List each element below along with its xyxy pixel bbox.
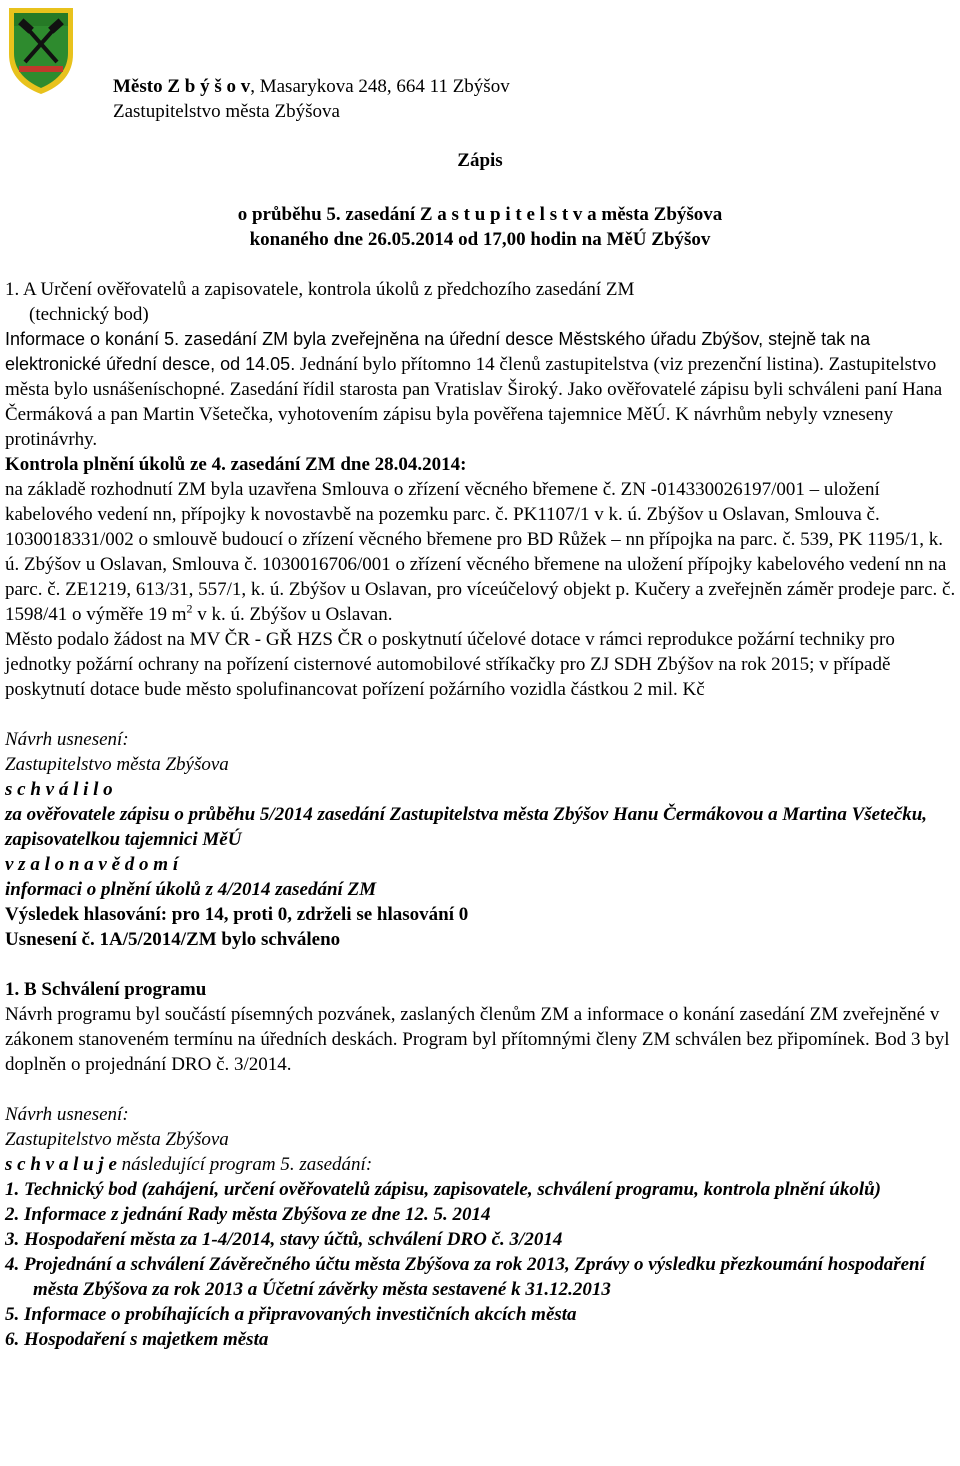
resolution-result: Usnesení č. 1A/5/2014/ZM bylo schváleno [5, 929, 341, 950]
document-subtitle: o průběhu 5. zasedání Z a s t u p i t e l s t v a města Zbýšova konaného dne 26.05.2014 od 17,00 hodin na MěÚ Zbýšov [237, 204, 723, 250]
section-1b-heading: 1. B Schválení programu [5, 979, 207, 1000]
proposal-label: Návrh usnesení: [5, 1104, 129, 1125]
document-body [5, 277, 960, 1352]
approves-program: s c h v a l u j e následující program 5. zasedání: [5, 1154, 373, 1175]
program-item-5: 5. Informace o probíhajících a připravovaných investičních akcích města [5, 1304, 577, 1325]
proposal-label: Návrh usnesení: [5, 729, 129, 750]
control-heading: Kontrola plnění úkolů ze 4. zasedání ZM dne 28.04.2014: [5, 454, 467, 475]
program-item-1: 1. Technický bod (zahájení, určení ověřovatelů zápisu, zapisovatele, schválení programu, kontrola plnění úkolů) [5, 1179, 881, 1200]
program-item-3: 3. Hospodaření města za 1-4/2014, stavy účtů, schválení DRO č. 3/2014 [5, 1229, 563, 1250]
council-name: Zastupitelstvo města Zbýšova [113, 101, 340, 122]
city-name: Město Z b ý š o v [113, 76, 251, 97]
vote-result: Výsledek hlasování: pro 14, proti 0, zdrželi se hlasování 0 [5, 904, 469, 925]
city-address: , Masarykova 248, 664 11 Zbýšov [250, 76, 510, 97]
section-1a-heading: 1. A Určení ověřovatelů a zapisovatele, kontrola úkolů z předchozího zasedání ZM [5, 279, 635, 300]
council-label: Zastupitelstvo města Zbýšova [5, 754, 229, 775]
notes-label: v z a l o n a v ě d o m í [5, 854, 179, 875]
program-item-6: 6. Hospodaření s majetkem města [5, 1329, 269, 1350]
section-1b-paragraph: Návrh programu byl součástí písemných pozvánek, zaslaných členům ZM a informace o konání zasedání ZM zveřejněné v zákonem stanoveném termínu na úředních deskách. Program byl přítomnými členy ZM schválen bez připomínek. Bod 3 byl doplněn o projednání DRO č. 3/2014. [5, 1004, 950, 1075]
document-title: Zápis [457, 150, 503, 171]
control-paragraph: na základě rozhodnutí ZM byla uzavřena Smlouva o zřízení věcného břemene č. ZN -014330026197/001 – uložení kabelového vedení nn, přípojky k novostavbě na pozemku parc. č. PK1107/1 v k. ú. Zbýšov u Oslavan, Smlouva č. 1030018331/002 o smlouvě budoucí o zřízení věcného břemene pro BD Růžek – nn přípojka na parc. č. 539, PK 1195/1, k. ú. Zbýšov u Oslavan, Smlouva č. 1030016706/001 o zřízení věcného břemene na uložení přípojky kabelového vedení nn na parc. č. ZE1219, 613/31, 557/1, k. ú. Zbýšov u Oslavan, pro víceúčelový objekt p. Kučery a zveřejněn záměr prodeje parc. č. 1598/41 o výměře 19 $m^2$ v k. ú. Zbýšov u Oslavan. [5, 479, 956, 625]
letterhead [113, 74, 510, 124]
council-label: Zastupitelstvo města Zbýšova [5, 1129, 229, 1150]
town-coat-of-arms [5, 4, 77, 96]
program-item-2: 2. Informace z jednání Rady města Zbýšova ze dne 12. 5. 2014 [5, 1204, 491, 1225]
section-1a-heading-sub: (technický bod) [29, 304, 149, 325]
notes-text: informaci o plnění úkolů z 4/2014 zasedání ZM [5, 879, 377, 900]
grant-paragraph: Město podalo žádost na MV ČR - GŘ HZS ČR o poskytnutí účelové dotace v rámci reprodukce požární techniky pro jednotky požární ochrany na pořízení cisternové automobilové stříkačky pro ZJ SDH Zbýšov na rok 2015; v případě poskytnutí dotace bude město spolufinancovat pořízení požárního vozidla částkou 2 mil. Kč [5, 629, 895, 700]
approves-label: s c h v á l i l o [5, 779, 113, 800]
approves-text: za ověřovatele zápisu o průběhu 5/2014 zasedání Zastupitelstva města Zbýšov Hanu Čermákovou a Martina Všetečku, zapisovatelkou tajemnici MěÚ [5, 804, 928, 850]
section-1a-paragraph: Informace o konání 5. zasedání ZM byla zveřejněna na úřední desce Městského úřadu Zbýšov, stejně tak na elektronické úřední desce, od 14.05. Jednání bylo přítomno 14 členů zastupitelstva (viz prezenční listina). Zastupitelstvo města bylo usnášeníschopné. Zasedání řídil starosta pan Vratislav Široký. Jako ověřovatelé zápisu byli schváleni paní Hana Čermáková a pan Martin Všetečka, vyhotovením zápisu byla pověřena tajemnice MěÚ. K návrhům nebyly vzneseny protinávrhy. [5, 329, 943, 450]
program-item-4: 4. Projednání a schválení Závěrečného účtu města Zbýšova za rok 2013, Zprávy o výsledku přezkoumání hospodaření města Zbýšova za rok 2013 a Účetní závěrky města sestavené k 31.12.2013 [5, 1254, 925, 1300]
red-bar [19, 66, 63, 72]
